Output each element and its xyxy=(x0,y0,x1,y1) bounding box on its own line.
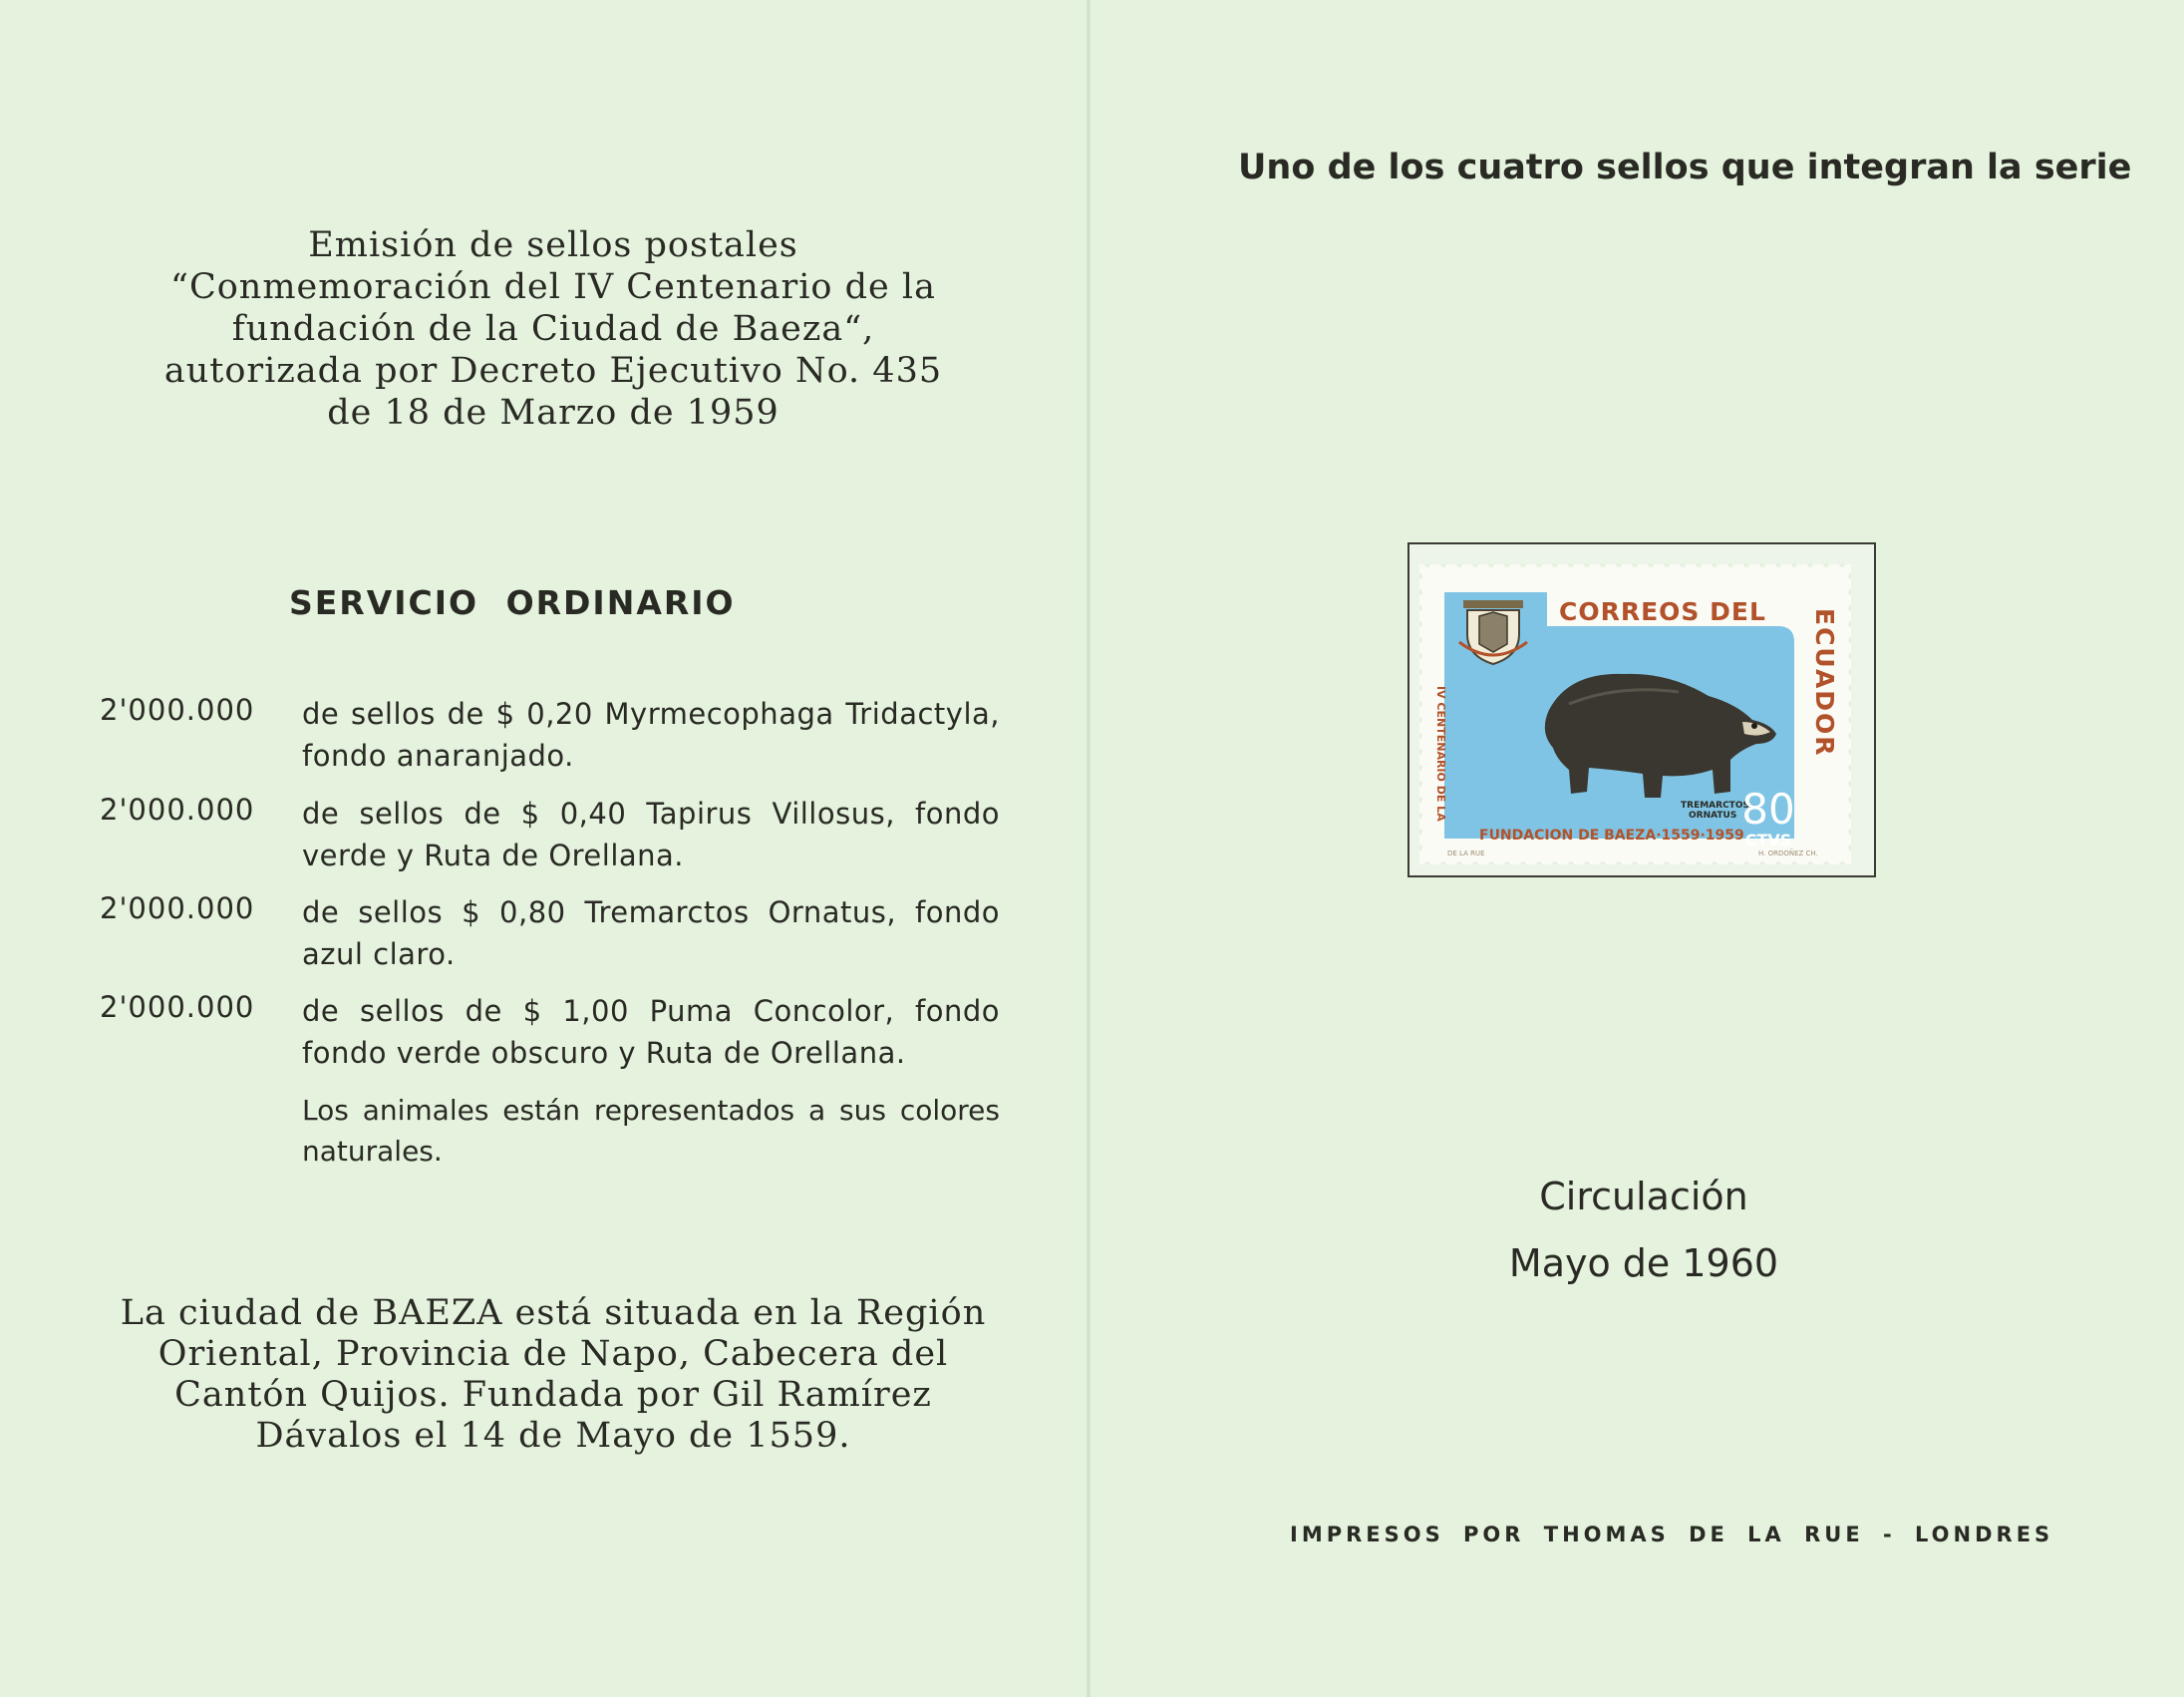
intro-line: fundación de la Ciudad de Baeza“, xyxy=(231,309,875,349)
issue-description: de sellos $ 0,80 Tremarctos Ornatus, fondo azul claro. xyxy=(302,895,1000,971)
circulation-date: Mayo de 1960 xyxy=(1508,1241,1779,1285)
intro-line: de 18 de Marzo de 1959 xyxy=(327,393,780,433)
stamp-species-line1: TREMARCTOS xyxy=(1681,801,1749,811)
stamp-country-top: CORREOS DEL xyxy=(1559,597,1766,626)
city-line: La ciudad de BAEZA está situada en la Región xyxy=(120,1293,987,1333)
stamp-species-line2: ORNATUS xyxy=(1689,811,1737,821)
stamp-currency: CTVS xyxy=(1744,831,1792,849)
city-line: Oriental, Provincia de Napo, Cabecera del xyxy=(157,1334,949,1374)
issue-quantity: 2'000.000 xyxy=(100,990,255,1024)
issue-description: de sellos de $ 0,40 Tapirus Villosus, fondo verde y Ruta de Orellana. xyxy=(302,797,1000,872)
stamp-bottom-text: FUNDACION DE BAEZA·1559·1959 xyxy=(1479,828,1744,844)
right-panel xyxy=(1091,0,2184,1697)
circulation-label: Circulación xyxy=(1539,1175,1748,1218)
service-title: SERVICIO ORDINARIO xyxy=(289,583,736,622)
printer-credit: IMPRESOS POR THOMAS DE LA RUE - LONDRES xyxy=(1290,1523,2054,1546)
stamp-image xyxy=(1419,564,1851,864)
issue-intro xyxy=(90,224,1017,434)
stamp-imprint-left: DE LA RUE xyxy=(1447,849,1485,857)
intro-line: “Conmemoración del IV Centenario de la xyxy=(170,267,936,307)
city-description xyxy=(80,1293,1027,1457)
stamp-value: 80 xyxy=(1741,785,1795,834)
issue-quantity: 2'000.000 xyxy=(100,891,255,925)
series-header: Uno de los cuatro sellos que integran la serie xyxy=(1238,148,2132,187)
issue-quantity: 2'000.000 xyxy=(100,793,255,827)
issue-description: de sellos de $ 0,20 Myrmecophaga Tridactyla, fondo anaranjado. xyxy=(302,697,1000,773)
city-line: Cantón Quijos. Fundada por Gil Ramírez xyxy=(174,1375,932,1415)
left-panel xyxy=(0,0,1087,1697)
stamp-country-side: ECUADOR xyxy=(1810,608,1839,758)
intro-line: autorizada por Decreto Ejecutivo No. 435 xyxy=(163,351,943,391)
intro-line: Emisión de sellos postales xyxy=(308,225,798,265)
issue-quantity: 2'000.000 xyxy=(100,693,255,727)
colors-note: Los animales están representados a sus colores naturales. xyxy=(302,1094,1000,1168)
city-line: Dávalos el 14 de Mayo de 1559. xyxy=(255,1416,851,1456)
stamp-imprint-right: H. ORDOÑEZ CH. xyxy=(1758,849,1818,857)
stamp-left-side: IV CENTENARIO DE LA xyxy=(1434,686,1447,822)
issue-description: de sellos de $ 1,00 Puma Concolor, fondo fondo verde obscuro y Ruta de Orellana. xyxy=(302,994,1000,1070)
